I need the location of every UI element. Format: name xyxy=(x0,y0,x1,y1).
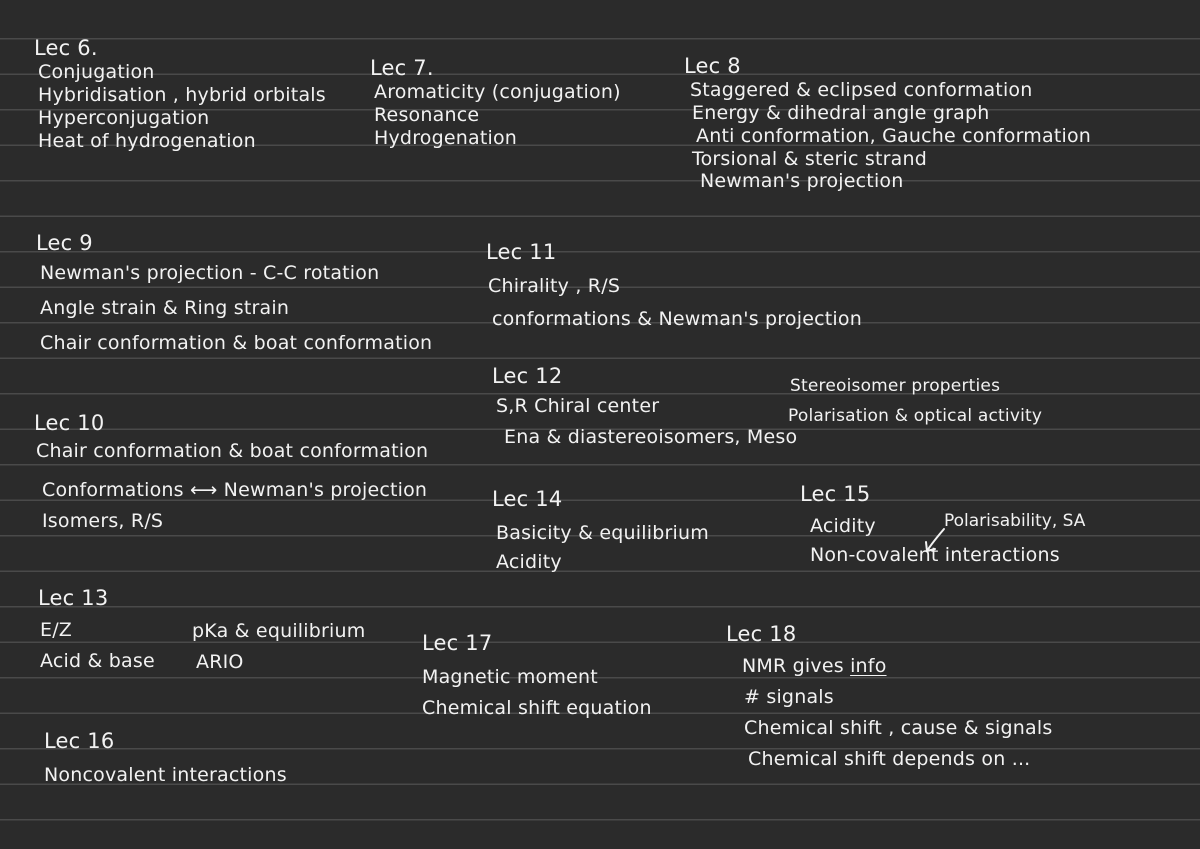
lec15-item: Acidity xyxy=(810,515,876,538)
lec6-item: Conjugation xyxy=(38,61,155,84)
lec12-item: Ena & diastereoisomers, Meso xyxy=(504,425,798,448)
lec17-item: Magnetic moment xyxy=(422,666,598,689)
lec15-side-note: Polarisability, SA xyxy=(944,511,1086,531)
lec6-item: Heat of hydrogenation xyxy=(38,129,256,152)
lec7-block xyxy=(370,56,621,150)
lec17-item: Chemical shift equation xyxy=(422,696,652,719)
lec13-item: Acid & base xyxy=(40,649,155,672)
lec13-item: E/Z xyxy=(40,619,73,642)
lec10-item: Isomers, R/S xyxy=(42,509,164,532)
lec16-block xyxy=(44,729,287,787)
lec12-item: S,R Chiral center xyxy=(496,395,660,418)
lec14-item: Acidity xyxy=(496,550,562,573)
lec11-title: Lec 11 xyxy=(486,240,557,264)
lec16-title: Lec 16 xyxy=(44,729,115,753)
lec13-item: pKa & equilibrium xyxy=(192,620,366,642)
lec7-title: Lec 7. xyxy=(370,56,434,80)
lec9-item: Angle strain & Ring strain xyxy=(40,296,290,319)
lec12-title: Lec 12 xyxy=(492,364,563,388)
lec15-item: Non-covalent interactions xyxy=(810,543,1060,566)
lec10-block xyxy=(34,411,428,533)
lec10-item: Chair conformation & boat conformation xyxy=(36,440,429,463)
lec8-item: Torsional & steric strand xyxy=(692,147,927,170)
lec6-block xyxy=(34,36,326,152)
lec7-item: Aromaticity (conjugation) xyxy=(374,81,621,104)
lec11-item: conformations & Newman's projection xyxy=(492,307,862,330)
lec18-block xyxy=(726,622,1052,770)
lec14-item: Basicity & equilibrium xyxy=(496,522,709,545)
lec12-block xyxy=(492,364,797,449)
lec7-item: Resonance xyxy=(374,103,480,126)
lec13-title: Lec 13 xyxy=(38,586,109,610)
lec13-block xyxy=(38,586,155,673)
lec18-nmr-underlined: info xyxy=(850,655,887,678)
lec18-item: # signals xyxy=(744,685,834,708)
lec10-title: Lec 10 xyxy=(34,411,105,435)
lec12-side-block xyxy=(790,376,1042,427)
lec9-item: Chair conformation & boat conformation xyxy=(40,331,433,354)
lec8-item: Energy & dihedral angle graph xyxy=(692,101,990,124)
lec6-title: Lec 6. xyxy=(34,36,98,60)
lec8-item: Anti conformation, Gauche conformation xyxy=(696,124,1092,147)
lec8-item: Newman's projection xyxy=(700,170,904,193)
lec12-side-item: Stereoisomer properties xyxy=(790,376,1001,396)
lec9-item: Newman's projection - C-C rotation xyxy=(40,262,380,285)
lec18-item: Chemical shift , cause & signals xyxy=(744,716,1053,739)
lec8-item: Staggered & eclipsed conformation xyxy=(690,79,1033,102)
lec8-block xyxy=(684,54,1091,193)
lec18-item: Chemical shift depends on ... xyxy=(748,747,1031,770)
arrow-icon xyxy=(922,526,948,556)
lec11-block xyxy=(486,240,862,331)
lec13-item: ARIO xyxy=(196,650,244,673)
lec9-block xyxy=(36,231,432,355)
lec14-title: Lec 14 xyxy=(492,487,563,511)
lec11-item: Chirality , R/S xyxy=(488,275,621,298)
lec16-item: Noncovalent interactions xyxy=(44,764,287,787)
lec17-title: Lec 17 xyxy=(422,631,493,655)
lec13-right-block xyxy=(192,620,365,674)
lec18-nmr-text: NMR gives xyxy=(742,655,844,678)
lec14-block xyxy=(492,487,709,574)
lec8-title: Lec 8 xyxy=(684,54,741,78)
lec7-item: Hydrogenation xyxy=(374,126,518,149)
lec9-title: Lec 9 xyxy=(36,231,93,255)
lec10-item: Conformations ⟷ Newman's projection xyxy=(42,478,428,501)
lec18-nmr-line xyxy=(742,655,1052,678)
lec12-side-item: Polarisation & optical activity xyxy=(788,406,1043,427)
lec6-item: Hyperconjugation xyxy=(38,106,210,129)
lec18-title: Lec 18 xyxy=(726,622,797,646)
lec15-title: Lec 15 xyxy=(800,482,871,506)
lec6-item: Hybridisation , hybrid orbitals xyxy=(38,83,326,106)
lec17-block xyxy=(422,631,652,720)
